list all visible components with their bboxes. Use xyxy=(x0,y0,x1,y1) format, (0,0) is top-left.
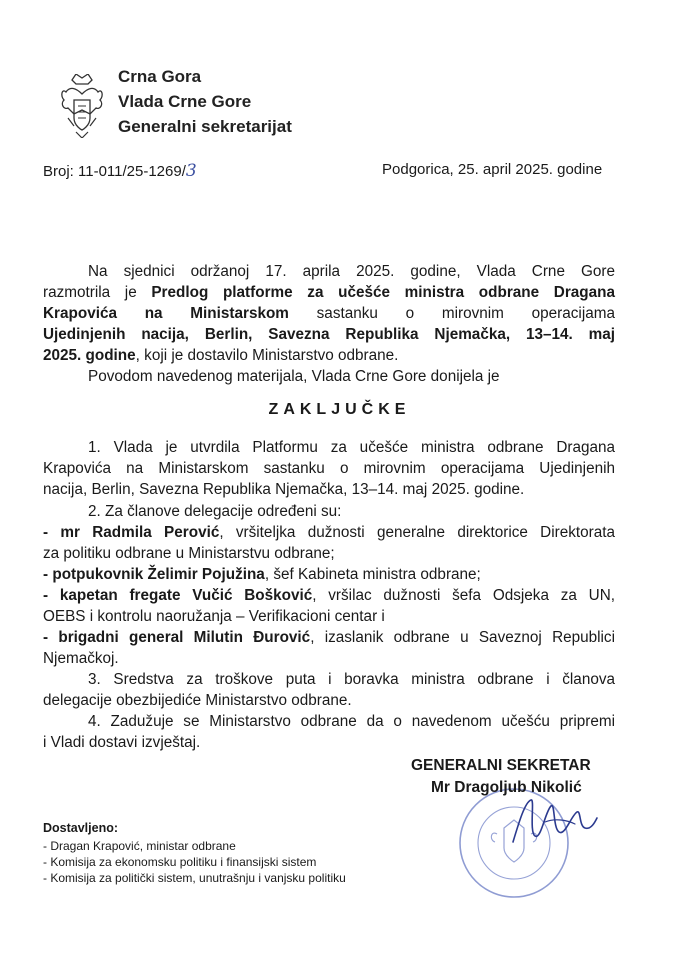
item3-line-1: 3. Sredstva za troškove puta i boravka ministra odbrane i članova xyxy=(88,671,615,688)
item4-line-2: i Vladi dostavi izvještaj. xyxy=(43,734,201,751)
delegation-member-2 xyxy=(43,564,615,585)
header-government: Vlada Crne Gore xyxy=(118,92,252,111)
broj-label: Broj: xyxy=(43,163,74,180)
delegation-member-1-cont: za politiku odbrane u Ministarstvu odbrane; xyxy=(43,545,335,562)
item1-line-1: 1. Vlada je utvrdila Platformu za učešće ministra odbrane Dragana xyxy=(88,439,615,456)
platform-title-cont: Krapovića na Ministarskom xyxy=(43,305,289,322)
header-country: Crna Gora xyxy=(118,67,202,86)
item1-line-2: Krapovića na Ministarskom sastanku o mirovnim operacijama Ujedinjenih xyxy=(43,460,615,477)
intro-source: , koji je dostavilo Ministarstvo odbrane. xyxy=(135,347,399,364)
signatory-name: Mr Dragoljub Nikolić xyxy=(431,779,582,796)
intro-line-4 xyxy=(43,324,615,345)
member-2-name: - potpukovnik Želimir Pojužina xyxy=(43,566,265,583)
place-and-date: Podgorica, 25. april 2025. godine xyxy=(382,161,603,178)
member-3-role: , vršilac dužnosti šefa Odsjeka za UN, xyxy=(312,587,615,604)
intro-line-2 xyxy=(43,282,615,303)
intro-line-6: Povodom navedenog materijala, Vlada Crne Gore donijela je xyxy=(88,368,500,385)
item4-line-1: 4. Zadužuje se Ministarstvo odbrane da o navedenom učešću pripremi xyxy=(88,713,615,730)
member-1-role: , vršiteljka dužnosti generalne direktorice Direktorata xyxy=(219,524,615,541)
item3-line-2: delegacije obezbijediće Ministarstvo odbrane. xyxy=(43,692,352,709)
document-number xyxy=(43,161,197,181)
member-2-role: , šef Kabineta ministra odbrane; xyxy=(264,566,481,583)
intro-text: razmotrila je xyxy=(43,284,152,301)
distribution-item: - Dragan Krapović, ministar odbrane xyxy=(43,839,236,853)
platform-title: Predlog platforme za učešće ministra odbrane Dragana xyxy=(151,284,615,301)
header-secretariat: Generalni sekretarijat xyxy=(118,117,292,136)
intro-text-cont: sastanku o mirovnim operacijama xyxy=(288,305,615,322)
delegation-member-3-cont: OEBS i kontrolu naoružanja – Verifikacioni centar i xyxy=(43,608,385,625)
intro-line-5 xyxy=(43,345,615,366)
item2-intro: 2. Za članove delegacije određeni su: xyxy=(88,503,342,520)
delegation-member-4 xyxy=(43,627,615,648)
intro-line-1: Na sjednici održanoj 17. aprila 2025. godine, Vlada Crne Gore xyxy=(88,263,615,280)
intro-line-3 xyxy=(43,303,615,324)
member-3-name: - kapetan fregate Vučić Bošković xyxy=(43,587,313,604)
delegation-member-3 xyxy=(43,585,615,606)
item1-line-3: nacija, Berlin, Savezna Republika Njemačka, 13–14. maj 2025. godine. xyxy=(43,481,525,498)
member-4-name: - brigadni general Milutin Đurović xyxy=(43,629,311,646)
handwritten-signature xyxy=(505,792,600,852)
member-1-name: - mr Radmila Perović xyxy=(43,524,220,541)
platform-title-cont2: Ujedinjenih nacija, Berlin, Savezna Republika Njemačka, 13–14. maj xyxy=(43,326,615,343)
distribution-item: - Komisija za politički sistem, unutrašnju i vanjsku politiku xyxy=(43,871,346,885)
montenegro-coat-of-arms-icon xyxy=(60,74,104,138)
signatory-title: GENERALNI SEKRETAR xyxy=(411,757,591,774)
distribution-item: - Komisija za ekonomsku politiku i finansijski sistem xyxy=(43,855,317,869)
broj-handwritten: 3 xyxy=(185,161,197,181)
distribution-title: Dostavljeno: xyxy=(43,821,119,835)
broj-value: 11-011/25-1269/ xyxy=(78,163,186,180)
member-4-role: , izaslanik odbrane u Saveznoj Republici xyxy=(310,629,615,646)
delegation-member-1 xyxy=(43,522,615,543)
delegation-member-4-cont: Njemačkoj. xyxy=(43,650,119,667)
platform-year: 2025. godine xyxy=(43,347,136,364)
conclusions-heading: ZAKLJUČKE xyxy=(268,401,411,418)
